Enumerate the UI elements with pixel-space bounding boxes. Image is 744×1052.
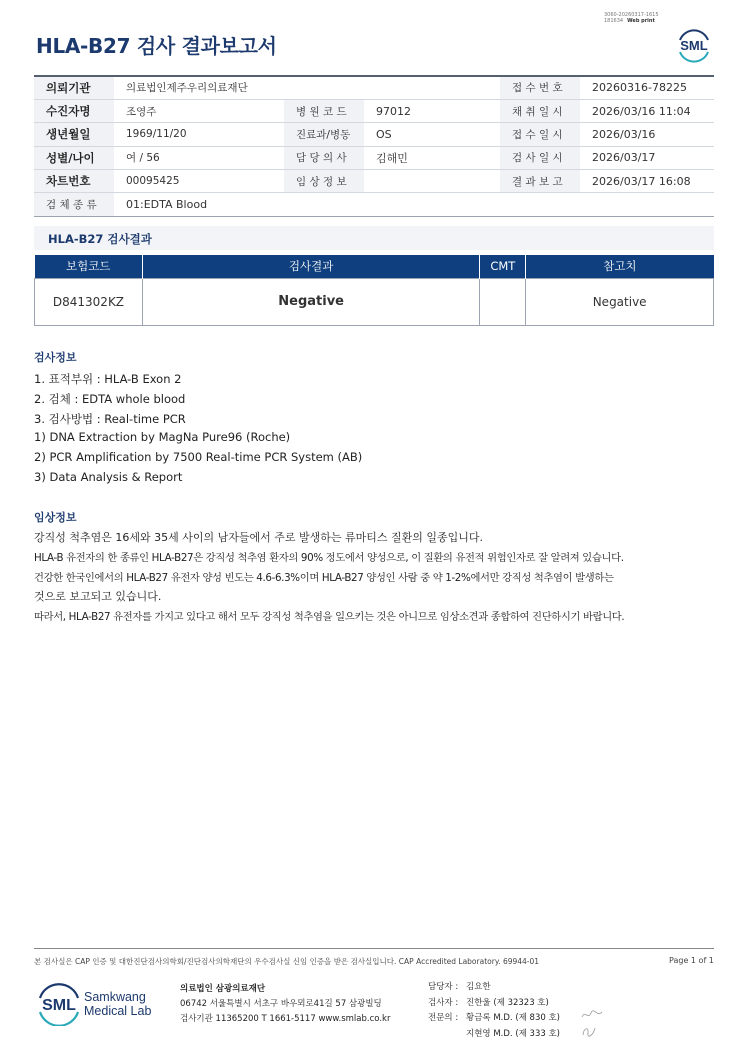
value-sex-age: 여 / 56	[114, 146, 284, 169]
test-info-line: 1) DNA Extraction by MagNa Pure96 (Roche)	[34, 430, 291, 444]
clinical-info-line: 강직성 척추염은 16세와 35세 사이의 남자들에서 주로 발생하는 류마티스 질환의 일종입니다.	[34, 531, 483, 544]
label-patient-name: 수진자명	[34, 99, 114, 122]
header-reference: 참고치	[526, 255, 714, 278]
test-info-title: 검사정보	[34, 351, 77, 364]
info-row	[34, 123, 714, 146]
value-report-time: 2026/03/17 16:08	[580, 170, 714, 193]
label-specimen-type: 검 체 종 류	[34, 193, 114, 216]
value-physician: 김해민	[364, 146, 500, 169]
cell-insurance-code: D841302KZ	[35, 278, 143, 325]
header-test-result: 검사결과	[142, 255, 479, 278]
document-code	[604, 12, 659, 24]
cell-test-result: Negative	[142, 278, 479, 325]
value-patient-name: 조영주	[114, 99, 284, 122]
clinical-info-line: 것으로 보고되고 있습니다.	[34, 590, 162, 603]
info-row	[34, 146, 714, 169]
info-row	[34, 170, 714, 193]
samkwang-logo-name2: Medical Lab	[84, 1004, 152, 1018]
staff-row	[428, 996, 560, 1012]
test-info-line: 3. 검사방법 : Real-time PCR	[34, 412, 186, 426]
label-sex-age: 성별/나이	[34, 146, 114, 169]
label-test-date: 검 사 일 시	[500, 146, 580, 169]
staff-row	[428, 1027, 560, 1043]
value-hospital-code: 97012	[364, 99, 500, 122]
test-info-line: 3) Data Analysis & Report	[34, 470, 183, 484]
staff-row	[428, 980, 560, 996]
page-title: HLA-B27 검사 결과보고서	[36, 34, 277, 58]
value-department: OS	[364, 123, 500, 146]
cell-cmt	[480, 278, 526, 325]
result-section-title: HLA-B27 검사결과	[48, 232, 152, 246]
staff-role: 검사자 :	[428, 997, 459, 1008]
value-clinical-info	[364, 170, 500, 193]
staff-role: 전문의 :	[428, 1013, 459, 1023]
table-row	[35, 278, 714, 325]
label-accession-no: 접 수 번 호	[500, 76, 580, 99]
footer-organization	[180, 982, 390, 1027]
org-address: 06742 서울특별시 서초구 바우뫼로41길 57 삼광빌딩	[180, 999, 382, 1009]
value-specimen-type: 01:EDTA Blood	[114, 193, 714, 216]
result-section-header	[34, 226, 714, 250]
value-test-date: 2026/03/17	[580, 146, 714, 169]
info-row	[34, 193, 714, 216]
org-contact: 검사기관 11365200 T 1661-5117 www.smlab.co.kr	[180, 1014, 391, 1024]
samkwang-logo	[36, 982, 160, 1026]
label-chart-no: 차트번호	[34, 170, 114, 193]
staff-role	[428, 1027, 466, 1043]
label-clinical-info: 임 상 정 보	[284, 170, 364, 193]
staff-row	[428, 1011, 560, 1027]
label-hospital-code: 병 원 코 드	[284, 99, 364, 122]
label-physician: 담 당 의 사	[284, 146, 364, 169]
label-department: 진료과/병동	[284, 123, 364, 146]
staff-role: 담당자 :	[428, 982, 459, 992]
clinical-info-title: 임상정보	[34, 511, 77, 524]
footer-divider	[34, 948, 714, 949]
staff-name: 김요한	[466, 982, 491, 992]
label-requesting-org: 의뢰기관	[34, 76, 114, 99]
document-code-line1: 3060-20260317-1615	[604, 12, 659, 18]
cell-reference: Negative	[526, 278, 714, 325]
org-name: 의료법인 삼광의료재단	[180, 984, 266, 994]
value-accession-no: 20260316-78225	[580, 76, 714, 99]
patient-info-table	[34, 75, 714, 217]
sml-logo	[674, 26, 714, 64]
value-birth-date: 1969/11/20	[114, 123, 284, 146]
value-collection-time: 2026/03/16 11:04	[580, 99, 714, 122]
info-row	[34, 99, 714, 122]
value-chart-no: 00095425	[114, 170, 284, 193]
footer-staff	[428, 980, 560, 1042]
staff-name: 지현영 M.D. (제 333 호)	[466, 1028, 561, 1039]
value-requesting-org: 의료법인제주우리의료재단	[114, 76, 500, 99]
label-report-time: 결 과 보 고	[500, 170, 580, 193]
footer-accreditation-note: 본 검사실은 CAP 인증 및 대한진단검사의학회/진단검사의학재단의 우수검사실 신임 인증을 받은 검사실입니다. CAP Accredited Laboratory. 69944-01	[34, 957, 540, 966]
page-number: Page 1 of 1	[669, 956, 714, 965]
web-print-label: Web print	[627, 18, 655, 24]
result-header-row	[35, 255, 714, 278]
document-code-line2: 181634	[604, 18, 624, 24]
sml-logo-text: SML	[680, 38, 708, 53]
value-received-time: 2026/03/16	[580, 123, 714, 146]
samkwang-logo-sml: SML	[42, 997, 76, 1014]
clinical-info-line: 따라서, HLA-B27 유전자를 가지고 있다고 해서 모두 강직성 척추염을 일으키는 것은 아니므로 임상소견과 종합하여 진단하시기 바랍니다.	[34, 611, 625, 623]
info-row	[34, 76, 714, 99]
label-received-time: 접 수 일 시	[500, 123, 580, 146]
test-info-line: 1. 표적부위 : HLA-B Exon 2	[34, 372, 182, 386]
label-collection-time: 채 취 일 시	[500, 99, 580, 122]
test-info-line: 2) PCR Amplification by 7500 Real-time PCR System (AB)	[34, 450, 363, 464]
header-insurance-code: 보험코드	[35, 255, 143, 278]
signature-2	[580, 1024, 598, 1038]
staff-name: 황금록 M.D. (제 830 호)	[466, 1013, 561, 1023]
header-cmt: CMT	[480, 255, 526, 278]
label-birth-date: 생년월일	[34, 123, 114, 146]
samkwang-logo-name1: Samkwang	[84, 990, 146, 1004]
clinical-info-line: 건강한 한국인에서의 HLA-B27 유전자 양성 빈도는 4.6-6.3%이며 HLA-B27 양성인 사람 중 약 1-2%에서만 강직성 척추염이 발생하는	[34, 572, 614, 584]
test-info-line: 2. 검체 : EDTA whole blood	[34, 392, 186, 406]
clinical-info-line: HLA-B 유전자의 한 종류인 HLA-B27은 강직성 척추염 환자의 90% 정도에서 양성으로, 이 질환의 유전적 위험인자로 잘 알려져 있습니다.	[34, 552, 624, 564]
staff-name: 진한울 (제 32323 호)	[466, 997, 549, 1008]
signature-1	[580, 1008, 604, 1022]
result-table	[34, 255, 714, 326]
